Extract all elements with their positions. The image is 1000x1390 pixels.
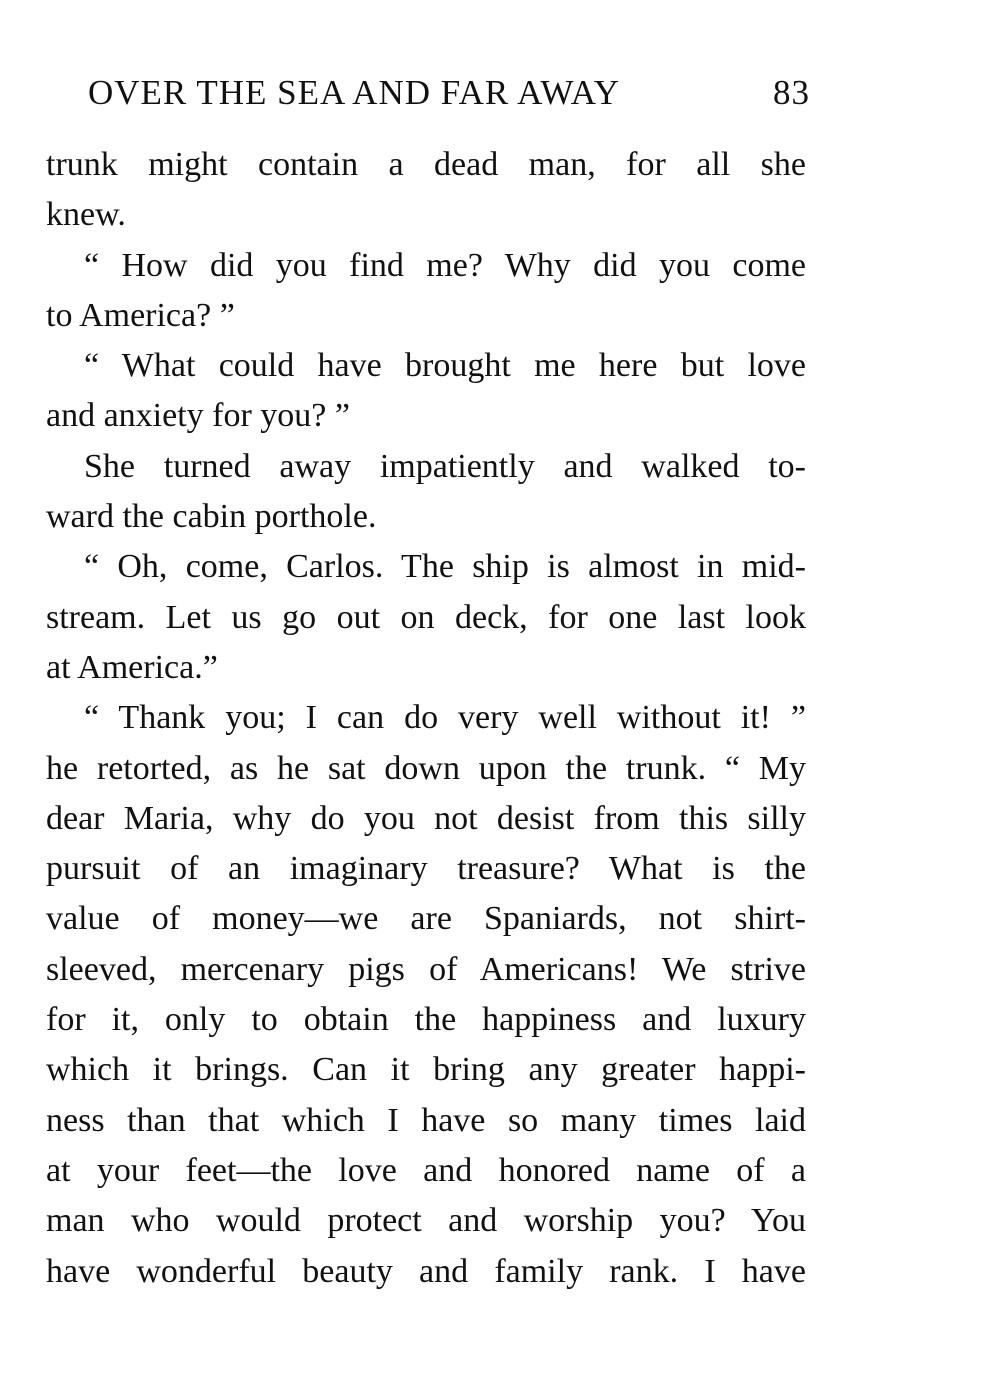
text-line: dear Maria, why do you not desist from this silly: [46, 799, 806, 837]
text-line: “ What could have brought me here but love: [84, 347, 806, 385]
text-line: at your feet—the love and honored name of a: [46, 1151, 806, 1189]
text-line: he retorted, as he sat down upon the trunk. “ My: [46, 749, 806, 787]
text-line: ward the cabin porthole.: [46, 498, 377, 536]
text-line: ness than that which I have so many times laid: [46, 1101, 806, 1139]
text-line: value of money—we are Spaniards, not shirt-: [46, 900, 806, 938]
page-number: 83: [773, 73, 810, 112]
text-line: have wonderful beauty and family rank. I have: [46, 1252, 806, 1290]
text-line: for it, only to obtain the happiness and luxury: [46, 1001, 806, 1039]
text-line: man who would protect and worship you? You: [46, 1202, 806, 1240]
text-line: to America? ”: [46, 296, 235, 334]
text-line: “ Thank you; I can do very well without it! ”: [84, 699, 806, 737]
body-text: [46, 140, 806, 1297]
text-line: “ How did you find me? Why did you come: [84, 246, 806, 284]
text-line: which it brings. Can it bring any greater happi-: [46, 1051, 806, 1089]
text-line: knew.: [46, 196, 126, 234]
text-line: stream. Let us go out on deck, for one last look: [46, 598, 806, 636]
text-line: sleeved, mercenary pigs of Americans! We strive: [46, 950, 806, 988]
text-line: She turned away impatiently and walked to-: [84, 447, 806, 485]
text-line: pursuit of an imaginary treasure? What is the: [46, 850, 806, 888]
text-line: trunk might contain a dead man, for all she: [46, 146, 806, 183]
text-line: at America.”: [46, 648, 218, 686]
running-head: [88, 68, 808, 118]
text-line: and anxiety for you? ”: [46, 397, 350, 435]
text-line: “ Oh, come, Carlos. The ship is almost in mid-: [84, 548, 806, 586]
running-title: OVER THE SEA AND FAR AWAY: [88, 73, 621, 112]
